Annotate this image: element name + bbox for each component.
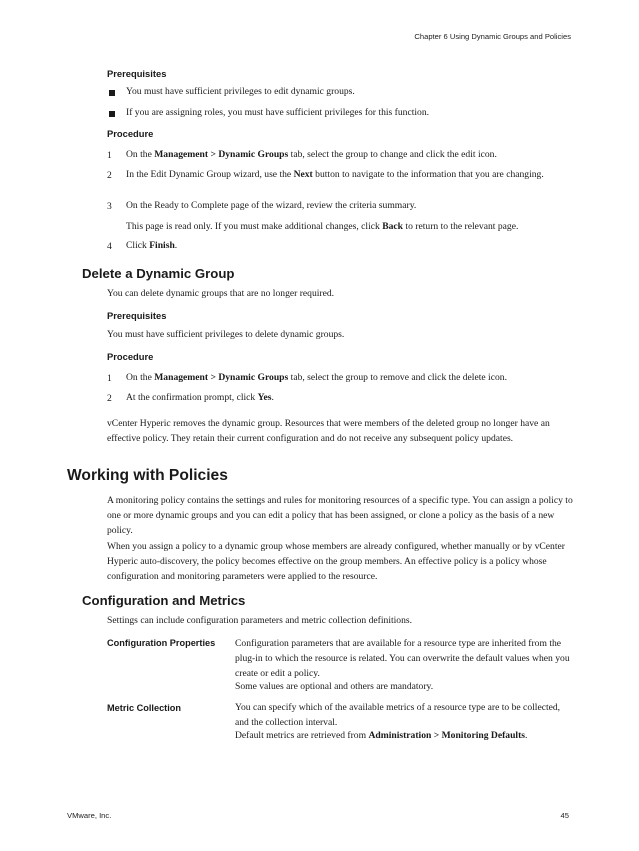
step-number: 3 — [107, 201, 112, 212]
delete-prerequisites-heading: Prerequisites — [107, 310, 167, 321]
configuration-metrics-heading: Configuration and Metrics — [82, 593, 246, 608]
delete-group-heading: Delete a Dynamic Group — [82, 266, 235, 281]
step-number: 1 — [107, 150, 112, 161]
delete-procedure-heading: Procedure — [107, 351, 154, 362]
step-number: 4 — [107, 241, 112, 252]
edit-prereq-item-2: If you are assigning roles, you must have sufficient privileges for this function. — [126, 107, 430, 118]
table-cell-metric-note: Default metrics are retrieved from Administration > Monitoring Defaults. — [235, 730, 528, 741]
table-cell-configuration-note: Some values are optional and others are mandatory. — [235, 681, 434, 692]
edit-step-2: In the Edit Dynamic Group wizard, use the Next button to navigate to the information that you are changing. — [126, 169, 544, 180]
edit-procedure-heading: Procedure — [107, 128, 154, 139]
delete-prereq-text: You must have sufficient privileges to delete dynamic groups. — [107, 329, 345, 340]
delete-step-2: At the confirmation prompt, click Yes. — [126, 392, 274, 403]
delete-intro: You can delete dynamic groups that are no longer required. — [107, 288, 335, 299]
policies-para-1: A monitoring policy contains the settings and rules for monitoring resources of a specific type. You can assign a policy to one or more dynamic groups and you can edit a policy that has been assigned, or clone a policy as the basis of a new policy. — [107, 495, 573, 536]
delete-result: vCenter Hyperic removes the dynamic group. Resources that were members of the deleted group no longer have an effective policy. They retain their current configuration and do not receive any subsequent policy updates. — [107, 418, 550, 444]
footer-page-number: 45 — [560, 811, 569, 820]
delete-step-1: On the Management > Dynamic Groups tab, select the group to remove and click the delete icon. — [126, 372, 507, 383]
table-label-metric-collection: Metric Collection — [107, 703, 182, 713]
table-label-configuration-properties: Configuration Properties — [107, 638, 216, 648]
step-number: 1 — [107, 373, 112, 384]
bullet-marker — [109, 90, 115, 96]
running-header: Chapter 6 Using Dynamic Groups and Policies — [414, 32, 571, 41]
edit-step-3: On the Ready to Complete page of the wizard, review the criteria summary. — [126, 200, 417, 211]
edit-step-4: Click Finish. — [126, 240, 178, 251]
edit-step-3-note: This page is read only. If you must make additional changes, click Back to return to the relevant page. — [126, 221, 519, 232]
bullet-marker — [109, 111, 115, 117]
working-with-policies-heading: Working with Policies — [67, 467, 228, 484]
step-number: 2 — [107, 170, 112, 181]
edit-step-1: On the Management > Dynamic Groups tab, select the group to change and click the edit icon. — [126, 149, 497, 160]
policies-para-2: When you assign a policy to a dynamic group whose members are already configured, whether manually or by vCenter Hyperic auto-discovery, the policy becomes effective on the group members. An effective policy is a policy whose configuration and monitoring parameters were applied to the resource. — [107, 541, 565, 582]
footer-company: VMware, Inc. — [67, 811, 112, 820]
table-cell-configuration-text: Configuration parameters that are available for a resource type are inherited from the plug-in to which the resource is related. You can overwrite the default values when you create or edit a policy. — [235, 638, 570, 679]
table-cell-metric-text: You can specify which of the available metrics of a resource type are to be collected, and the collection interval. — [235, 702, 561, 728]
edit-prereq-item-1: You must have sufficient privileges to edit dynamic groups. — [126, 86, 355, 97]
step-number: 2 — [107, 393, 112, 404]
edit-prerequisites-heading: Prerequisites — [107, 68, 167, 79]
config-intro: Settings can include configuration parameters and metric collection definitions. — [107, 615, 413, 626]
